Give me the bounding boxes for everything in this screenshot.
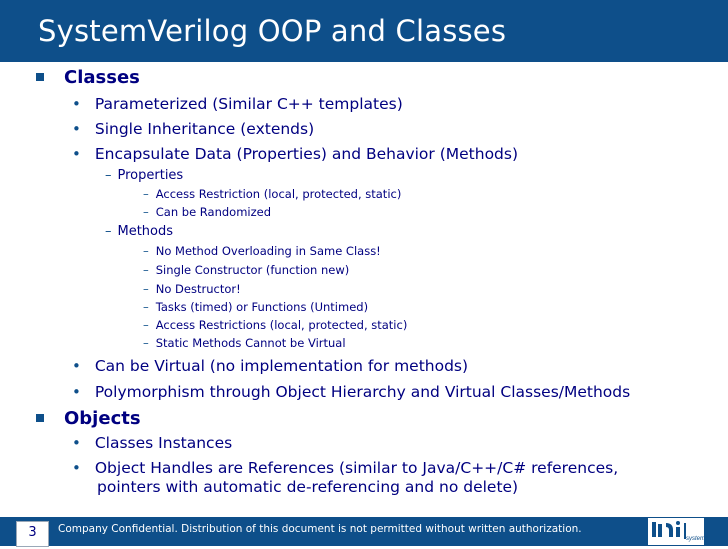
company-logo xyxy=(648,518,709,545)
bullet-item: • Encapsulate Data (Properties) and Behavior (Methods) xyxy=(72,145,519,163)
square-bullet-icon xyxy=(36,414,44,422)
sub-sub-bullet-item: – Access Restriction (local, protected, static) xyxy=(143,187,402,201)
company-logo-icon xyxy=(648,518,709,545)
dot-bullet-icon: • xyxy=(72,434,81,452)
page-number-box xyxy=(16,521,49,547)
dot-bullet-icon: • xyxy=(72,145,81,163)
bullet-continuation: pointers with automatic de-referencing and no delete) xyxy=(97,478,519,496)
dot-bullet-icon: • xyxy=(72,383,81,401)
sub-bullet-item: – Methods xyxy=(105,224,174,239)
dash-bullet-icon: – xyxy=(143,300,149,314)
bullet-classes: Classes xyxy=(36,67,140,88)
bullet-item: • Parameterized (Similar C++ templates) xyxy=(72,95,403,113)
slide-title: SystemVerilog OOP and Classes xyxy=(38,14,507,48)
sub-sub-bullet-item: – Single Constructor (function new) xyxy=(143,263,350,277)
sub-sub-bullet-item: – No Destructor! xyxy=(143,282,241,296)
dash-bullet-icon: – xyxy=(105,168,112,183)
dot-bullet-icon: • xyxy=(72,95,81,113)
sub-sub-bullet-item: – Access Restrictions (local, protected, static) xyxy=(143,318,408,332)
dash-bullet-icon: – xyxy=(143,244,149,258)
sub-bullet-item: – Properties xyxy=(105,168,184,183)
sub-sub-bullet-item: – Can be Randomized xyxy=(143,205,272,219)
bullet-item: • Single Inheritance (extends) xyxy=(72,120,315,138)
sub-sub-bullet-item: – No Method Overloading in Same Class! xyxy=(143,244,381,258)
dash-bullet-icon: – xyxy=(105,224,112,239)
dot-bullet-icon: • xyxy=(72,120,81,138)
dash-bullet-icon: – xyxy=(143,205,149,219)
bullet-item: • Classes Instances xyxy=(72,434,233,452)
bullet-item: • Polymorphism through Object Hierarchy and Virtual Classes/Methods xyxy=(72,383,631,401)
dash-bullet-icon: – xyxy=(143,336,149,350)
dash-bullet-icon: – xyxy=(143,282,149,296)
footer-confidential-text: Company Confidential. Distribution of this document is not permitted without written authorization. xyxy=(58,523,582,535)
sub-sub-bullet-item: – Tasks (timed) or Functions (Untimed) xyxy=(143,300,369,314)
dot-bullet-icon: • xyxy=(72,459,81,477)
sub-sub-bullet-item: – Static Methods Cannot be Virtual xyxy=(143,336,346,350)
dash-bullet-icon: – xyxy=(143,187,149,201)
dash-bullet-icon: – xyxy=(143,318,149,332)
dot-bullet-icon: • xyxy=(72,357,81,375)
dash-bullet-icon: – xyxy=(143,263,149,277)
bullet-item: • Object Handles are References (similar to Java/C++/C# references, xyxy=(72,459,619,477)
square-bullet-icon xyxy=(36,73,44,81)
bullet-item: • Can be Virtual (no implementation for methods) xyxy=(72,357,469,375)
bullet-objects: Objects xyxy=(36,408,141,429)
page-number: 3 xyxy=(28,525,37,540)
logo-text: systems xyxy=(686,536,709,542)
